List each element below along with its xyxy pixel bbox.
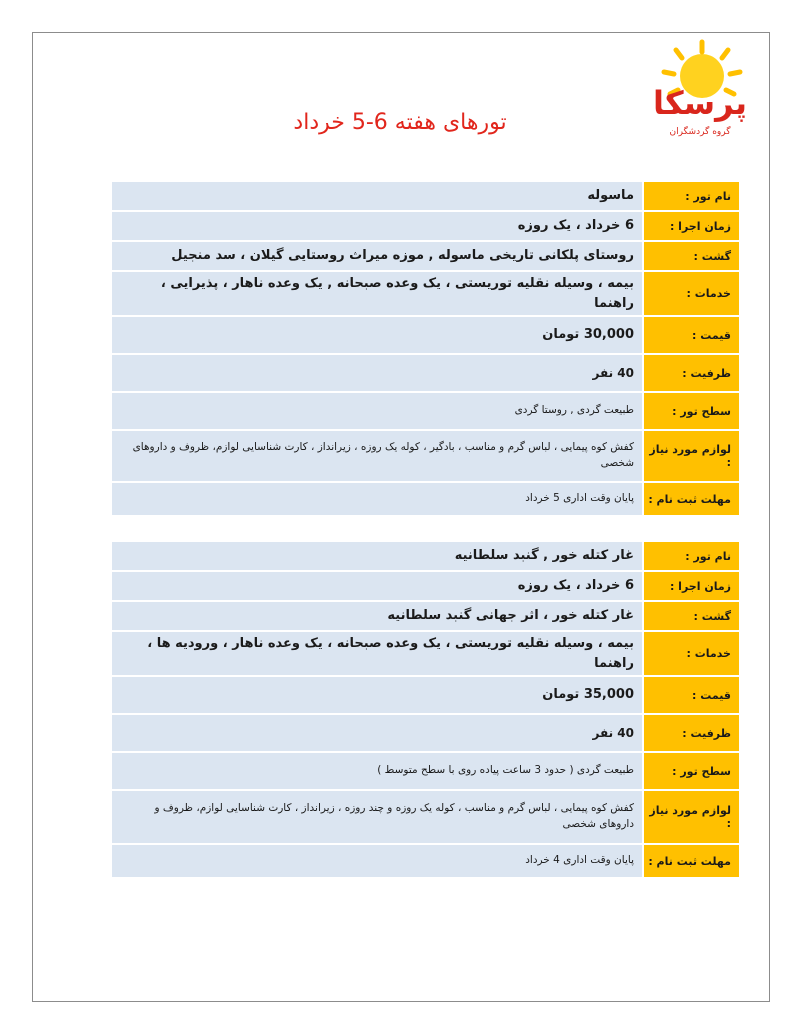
row-value: پایان وقت اداری 5 خرداد — [112, 483, 642, 515]
row-value: بیمه ، وسیله نقلیه توریستی ، یک وعده صبحانه , یک وعده ناهار ، پذیرایی ، راهنما — [112, 272, 642, 315]
row-value: 40 نفر — [112, 355, 642, 391]
tour-row-itinerary — [112, 602, 739, 630]
row-value: ماسوله — [112, 182, 642, 210]
row-label: مهلت ثبت نام : — [644, 483, 739, 515]
tour-table-2 — [112, 540, 739, 879]
row-value: کفش کوه پیمایی ، لباس گرم و مناسب ، بادگیر ، کوله یک روزه ، زیرانداز ، کارت شناسایی لوازم، ظروف و داروهای شخصی — [112, 431, 642, 481]
row-value: بیمه ، وسیله نقلیه توریستی ، یک وعده صبحانه ، یک وعده ناهار ، ورودیه ها ، راهنما — [112, 632, 642, 675]
tour-row-name — [112, 542, 739, 570]
tour-row-price — [112, 317, 739, 353]
tour-row-deadline — [112, 483, 739, 515]
row-label: قیمت : — [644, 317, 739, 353]
tour-row-equipment — [112, 791, 739, 843]
row-label: خدمات : — [644, 632, 739, 675]
tour-row-services — [112, 632, 739, 675]
row-label: لوازم مورد نیاز : — [644, 431, 739, 481]
row-label: زمان اجرا : — [644, 572, 739, 600]
tour-row-date — [112, 212, 739, 240]
row-value: روستای پلکانی تاریخی ماسوله , موزه میراث روستایی گیلان ، سد منجیل — [112, 242, 642, 270]
row-label: ظرفیت : — [644, 715, 739, 751]
row-value: غار کتله خور ، اثر جهانی گنبد سلطانیه — [112, 602, 642, 630]
row-label: گشت : — [644, 602, 739, 630]
logo-subtitle: گروه گردشگران — [669, 127, 731, 137]
row-value: 6 خرداد ، یک روزه — [112, 572, 642, 600]
row-value: طبیعت گردی , روستا گردی — [112, 393, 642, 429]
row-value: کفش کوه پیمایی ، لباس گرم و مناسب ، کوله یک روزه و چند روزه ، زیرانداز ، کارت شناسایی لوازم، ظروف و داروهای شخصی — [112, 791, 642, 843]
tour-row-date — [112, 572, 739, 600]
row-label: نام تور : — [644, 182, 739, 210]
row-label: نام تور : — [644, 542, 739, 570]
row-value: پایان وقت اداری 4 خرداد — [112, 845, 642, 877]
row-value: 6 خرداد ، یک روزه — [112, 212, 642, 240]
parsika-logo — [640, 38, 760, 143]
row-label: لوازم مورد نیاز : — [644, 791, 739, 843]
logo-brand: پرسکا — [652, 84, 748, 122]
tour-row-capacity — [112, 715, 739, 751]
row-value: 40 نفر — [112, 715, 642, 751]
tour-row-itinerary — [112, 242, 739, 270]
row-label: خدمات : — [644, 272, 739, 315]
tour-row-services — [112, 272, 739, 315]
row-value: 30,000 تومان — [112, 317, 642, 353]
row-value: 35,000 تومان — [112, 677, 642, 713]
row-label: سطح تور : — [644, 393, 739, 429]
tour-row-equipment — [112, 431, 739, 481]
row-label: ظرفیت : — [644, 355, 739, 391]
tour-row-name — [112, 182, 739, 210]
tour-table-1 — [112, 180, 739, 517]
row-value: طبیعت گردی ( حدود 3 ساعت پیاده روی با سطح متوسط ) — [112, 753, 642, 789]
row-value: غار کتله خور , گنبد سلطانیه — [112, 542, 642, 570]
row-label: گشت : — [644, 242, 739, 270]
tour-row-level — [112, 753, 739, 789]
tour-row-capacity — [112, 355, 739, 391]
tour-row-price — [112, 677, 739, 713]
row-label: مهلت ثبت نام : — [644, 845, 739, 877]
row-label: قیمت : — [644, 677, 739, 713]
row-label: سطح تور : — [644, 753, 739, 789]
tour-row-level — [112, 393, 739, 429]
tour-row-deadline — [112, 845, 739, 877]
page-title: تورهای هفته 6-5 خرداد — [293, 110, 507, 135]
row-label: زمان اجرا : — [644, 212, 739, 240]
